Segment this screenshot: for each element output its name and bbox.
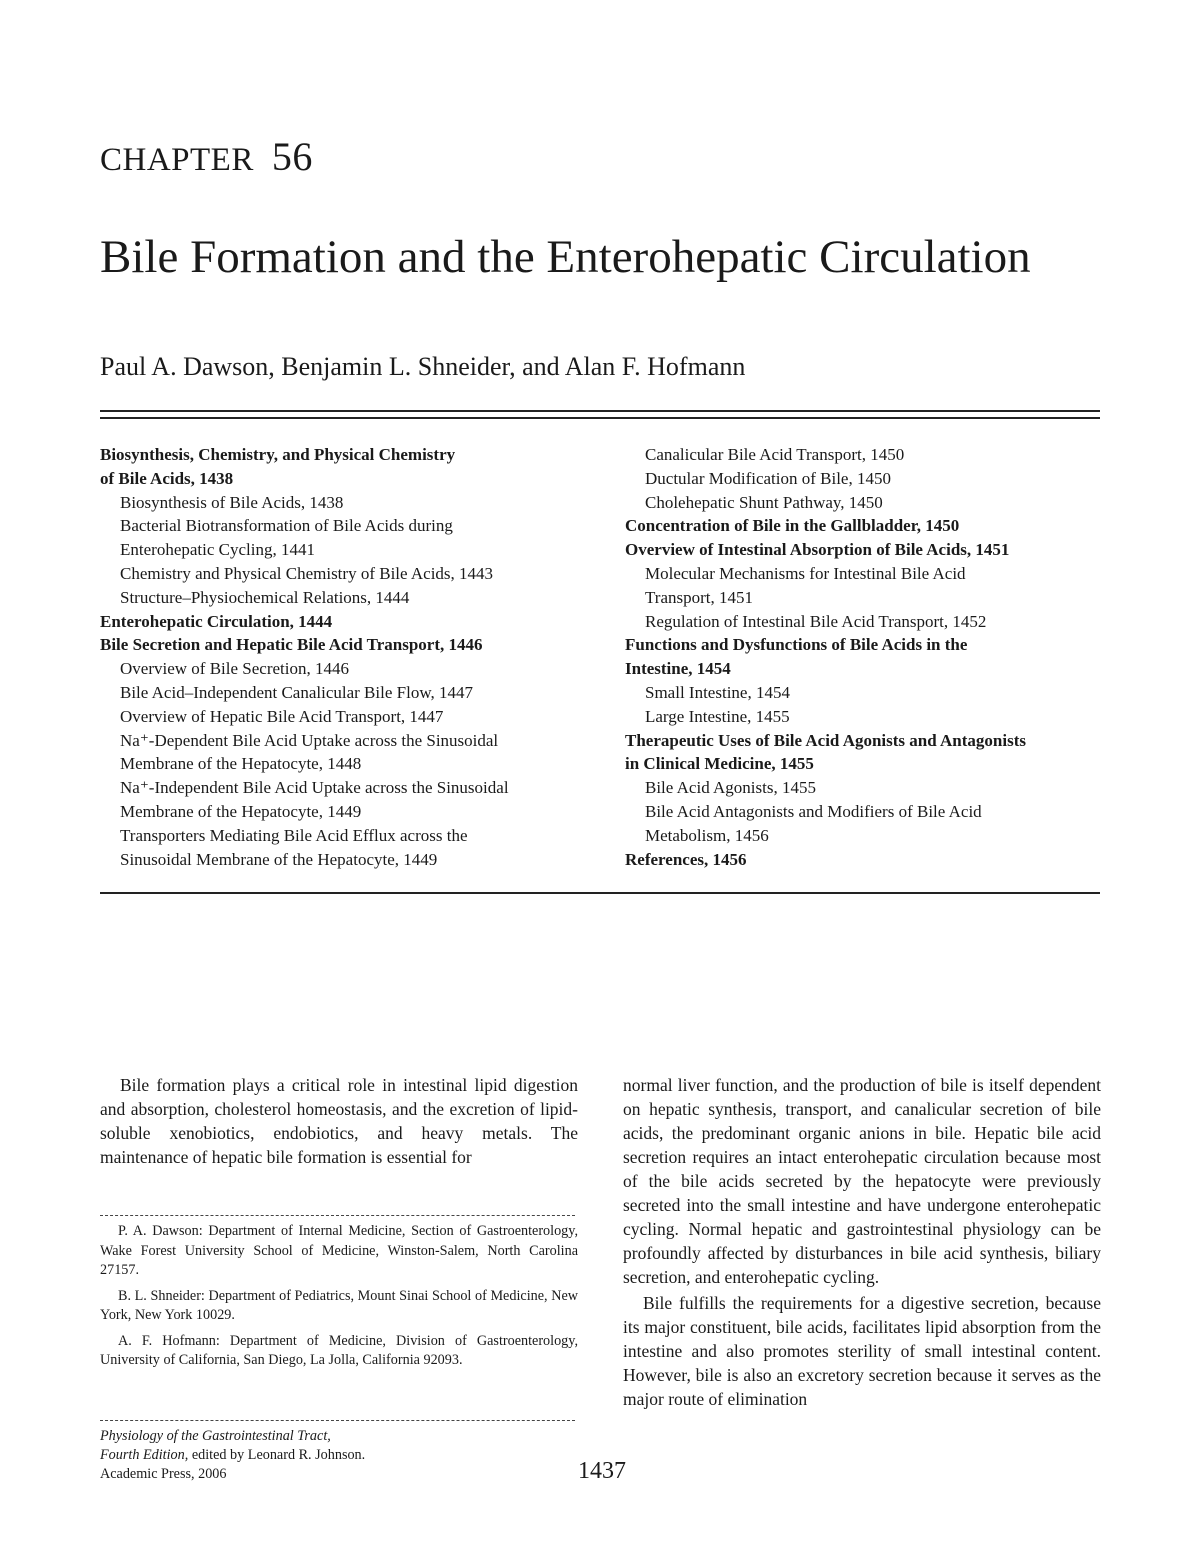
toc-section-heading bbox=[100, 610, 600, 634]
book-title: Physiology of the Gastrointestinal Tract, bbox=[100, 1428, 331, 1444]
toc-line: Ductular Modification of Bile, 1450 bbox=[645, 468, 891, 488]
toc-line: Transport, 1451 bbox=[645, 587, 753, 607]
toc-line: Biosynthesis of Bile Acids, 1438 bbox=[120, 492, 344, 512]
chapter-label bbox=[100, 133, 313, 180]
chapter-title: Bile Formation and the Enterohepatic Circulation bbox=[100, 231, 1031, 283]
toc-subsection bbox=[625, 800, 1100, 848]
toc-line: Sinusoidal Membrane of the Hepatocyte, 1449 bbox=[120, 849, 438, 869]
toc-line: Concentration of Bile in the Gallbladder, 1450 bbox=[625, 516, 960, 536]
toc-line: Enterohepatic Circulation, 1444 bbox=[100, 611, 333, 631]
toc-line: Na⁺-Dependent Bile Acid Uptake across the Sinusoidal bbox=[120, 730, 499, 750]
book-edition: Fourth Edition, bbox=[100, 1447, 189, 1463]
toc-line: Bile Acid Antagonists and Modifiers of Bile Acid bbox=[645, 801, 982, 821]
body-left-column bbox=[100, 1073, 578, 1169]
toc-line: Large Intestine, 1455 bbox=[645, 706, 790, 726]
toc-line: Overview of Bile Secretion, 1446 bbox=[120, 659, 349, 679]
toc-line: Structure–Physiochemical Relations, 1444 bbox=[120, 587, 410, 607]
toc-subsection bbox=[100, 514, 600, 562]
toc-line: Bile Acid–Independent Canalicular Bile Flow, 1447 bbox=[120, 682, 473, 702]
toc-subsection bbox=[100, 657, 600, 681]
toc-line: Overview of Intestinal Absorption of Bile Acids, 1451 bbox=[625, 540, 1010, 560]
body-paragraph: Bile formation plays a critical role in intestinal lipid digestion and absorption, cholesterol homeostasis, and the excretion of lipid-soluble xenobiotics, endobiotics, and heavy metals. The maintenance of hepatic bile formation is essential for bbox=[100, 1075, 578, 1167]
body-right-column bbox=[623, 1073, 1101, 1411]
toc-section-heading bbox=[625, 514, 1100, 538]
toc-section-heading bbox=[625, 633, 1100, 681]
toc-line: Transporters Mediating Bile Acid Efflux across the bbox=[120, 825, 468, 845]
toc-section-heading bbox=[100, 633, 600, 657]
toc-line: Chemistry and Physical Chemistry of Bile Acids, 1443 bbox=[120, 563, 494, 583]
toc-line: Membrane of the Hepatocyte, 1449 bbox=[120, 801, 362, 821]
footnote-hofmann: A. F. Hofmann: Department of Medicine, Division of Gastroenterology, University of California, San Diego, La Jolla, California 92093. bbox=[100, 1332, 578, 1368]
toc-bottom-rule bbox=[100, 892, 1100, 894]
toc-subsection bbox=[625, 491, 1100, 515]
toc-section-heading bbox=[100, 443, 600, 491]
toc-line: Bile Secretion and Hepatic Bile Acid Transport, 1446 bbox=[100, 635, 483, 655]
toc-line: Canalicular Bile Acid Transport, 1450 bbox=[645, 445, 905, 464]
book-reference-rule bbox=[100, 1420, 575, 1421]
toc-line: of Bile Acids, 1438 bbox=[100, 468, 234, 488]
toc-line: in Clinical Medicine, 1455 bbox=[625, 754, 814, 774]
toc-line: Membrane of the Hepatocyte, 1448 bbox=[120, 754, 362, 774]
toc-line: Regulation of Intestinal Bile Acid Transport, 1452 bbox=[645, 611, 987, 631]
footnote-dawson: P. A. Dawson: Department of Internal Medicine, Section of Gastroenterology, Wake Forest University School of Medicine, Winston-Salem, North Carolina 27157. bbox=[100, 1223, 578, 1278]
toc-line: Molecular Mechanisms for Intestinal Bile Acid bbox=[645, 563, 966, 583]
toc-section-heading bbox=[625, 538, 1100, 562]
toc-subsection bbox=[100, 681, 600, 705]
toc-subsection bbox=[625, 443, 1100, 467]
header-rule-top bbox=[100, 410, 1100, 412]
toc-subsection bbox=[100, 705, 600, 729]
toc-line: Enterohepatic Cycling, 1441 bbox=[120, 540, 315, 560]
toc-line: Intestine, 1454 bbox=[625, 659, 731, 679]
toc-line: Cholehepatic Shunt Pathway, 1450 bbox=[645, 492, 883, 512]
body-paragraph: Bile fulfills the requirements for a digestive secretion, because its major constituent, bile acids, facilitates lipid absorption from the intestine and also promotes sterility of small intestinal content. However, bile is also an excretory secretion because it serves as the major route of elimination bbox=[623, 1293, 1101, 1409]
toc-line: Functions and Dysfunctions of Bile Acids in the bbox=[625, 635, 968, 655]
page-number: 1437 bbox=[578, 1458, 626, 1484]
chapter-number: 56 bbox=[271, 134, 313, 179]
toc-line: Small Intestine, 1454 bbox=[645, 682, 790, 702]
toc-subsection bbox=[100, 729, 600, 777]
toc-left-column bbox=[100, 443, 600, 871]
toc-subsection bbox=[625, 467, 1100, 491]
toc-line: Na⁺-Independent Bile Acid Uptake across the Sinusoidal bbox=[120, 778, 509, 798]
toc-subsection bbox=[100, 491, 600, 515]
toc-section-heading bbox=[625, 848, 1100, 872]
toc-line: Therapeutic Uses of Bile Acid Agonists and Antagonists bbox=[625, 730, 1026, 750]
header-rule-bottom bbox=[100, 417, 1100, 419]
toc-line: Overview of Hepatic Bile Acid Transport, 1447 bbox=[120, 706, 444, 726]
toc-subsection bbox=[100, 824, 600, 872]
author-list: Paul A. Dawson, Benjamin L. Shneider, and Alan F. Hofmann bbox=[100, 352, 746, 381]
toc-section-heading bbox=[625, 729, 1100, 777]
toc-subsection bbox=[100, 776, 600, 824]
toc-subsection bbox=[100, 586, 600, 610]
footnotes bbox=[100, 1222, 578, 1377]
toc-line: Biosynthesis, Chemistry, and Physical Chemistry bbox=[100, 445, 456, 464]
toc-line: Bile Acid Agonists, 1455 bbox=[645, 778, 816, 798]
book-editor: edited by Leonard R. Johnson. bbox=[188, 1447, 366, 1463]
footnote-shneider: B. L. Shneider: Department of Pediatrics, Mount Sinai School of Medicine, New York, New York 10029. bbox=[100, 1287, 578, 1323]
toc-subsection bbox=[625, 776, 1100, 800]
book-publisher: Academic Press, 2006 bbox=[100, 1466, 227, 1482]
toc-subsection bbox=[625, 681, 1100, 705]
toc-subsection bbox=[100, 562, 600, 586]
toc-line: Bacterial Biotransformation of Bile Acids during bbox=[120, 516, 453, 536]
toc-right-column bbox=[625, 443, 1100, 871]
toc-subsection bbox=[625, 610, 1100, 634]
toc-subsection bbox=[625, 705, 1100, 729]
toc-line: Metabolism, 1456 bbox=[645, 825, 769, 845]
footnote-rule bbox=[100, 1215, 575, 1216]
toc-subsection bbox=[625, 562, 1100, 610]
toc-line: References, 1456 bbox=[625, 849, 747, 869]
body-paragraph: normal liver function, and the production of bile is itself dependent on hepatic synthesis, transport, and canalicular secretion of bile acids, the predominant organic anions in bile. Hepatic bile acid secretion requires an intact enterohepatic circulation because most of the bile acids secreted by the hepatocyte were previously secreted into the small intestine and have undergone enterohepatic cycling. Normal hepatic and gastrointestinal physiology can be profoundly affected by disturbances in bile acid synthesis, biliary secretion, and enterohepatic cycling. bbox=[623, 1075, 1101, 1287]
chapter-word: CHAPTER bbox=[100, 142, 254, 178]
book-reference bbox=[100, 1427, 578, 1484]
